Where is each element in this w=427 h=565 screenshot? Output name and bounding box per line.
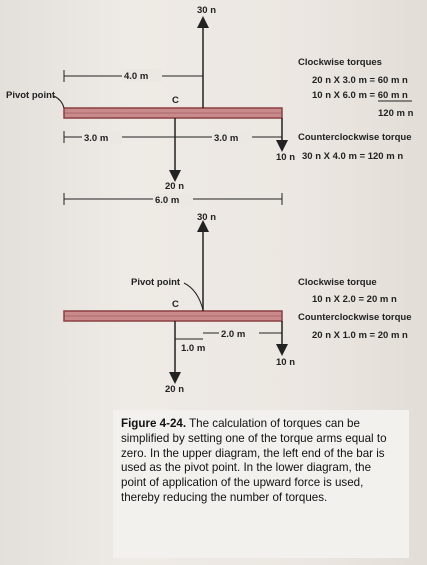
lower-cw-title: Clockwise torque xyxy=(298,277,377,288)
upper-arm-4: 4.0 m xyxy=(124,71,149,82)
upper-arm-3a: 3.0 m xyxy=(84,133,109,144)
upper-cw-line1: 20 n X 3.0 m = 60 m n xyxy=(312,75,408,86)
upper-pivot-pointer xyxy=(54,96,64,108)
upper-cw-title: Clockwise torques xyxy=(298,57,382,68)
upper-cw-line2: 10 n X 6.0 m = 60 m n xyxy=(312,90,408,101)
upper-pivot-label: Pivot point xyxy=(6,90,56,101)
lower-arm-2: 2.0 m xyxy=(221,329,246,340)
lower-arm-1: 1.0 m xyxy=(181,343,206,354)
lower-down-20: 20 n xyxy=(165,384,185,395)
lower-pivot-pointer xyxy=(184,283,203,310)
upper-top-force: 30 n xyxy=(197,5,217,16)
lower-pivot-label: Pivot point xyxy=(131,277,181,288)
figure-caption xyxy=(113,410,409,558)
figure-label: Figure 4-24. xyxy=(121,417,187,430)
lower-diagram xyxy=(64,212,412,395)
lower-point-c: C xyxy=(172,299,179,310)
upper-down-20: 20 n xyxy=(165,181,185,192)
upper-ccw-title: Counterclockwise torque xyxy=(298,132,412,143)
lower-ccw-line: 20 n X 1.0 m = 20 m n xyxy=(312,330,408,341)
lower-down-10: 10 n xyxy=(276,357,296,368)
upper-arm-3b: 3.0 m xyxy=(214,133,239,144)
upper-arm-6: 6.0 m xyxy=(155,195,180,206)
lower-ccw-title: Counterclockwise torque xyxy=(298,312,412,323)
upper-point-c: C xyxy=(172,95,179,106)
upper-diagram xyxy=(6,5,414,206)
lower-cw-line: 10 n X 2.0 = 20 m n xyxy=(312,294,397,305)
upper-cw-total: 120 m n xyxy=(378,108,414,119)
caption-text: The calculation of torques can be simplified by setting one of the torque arms equal to zero. In the upper diagram, the left end of the bar is used as the pivot point. In the lower diagram, the point of application of the upward force is used, thereby reducing the number of torques. xyxy=(121,417,387,504)
lower-top-force: 30 n xyxy=(197,212,217,223)
upper-down-10: 10 n xyxy=(276,152,296,163)
upper-ccw-line: 30 n X 4.0 m = 120 m n xyxy=(302,151,404,162)
